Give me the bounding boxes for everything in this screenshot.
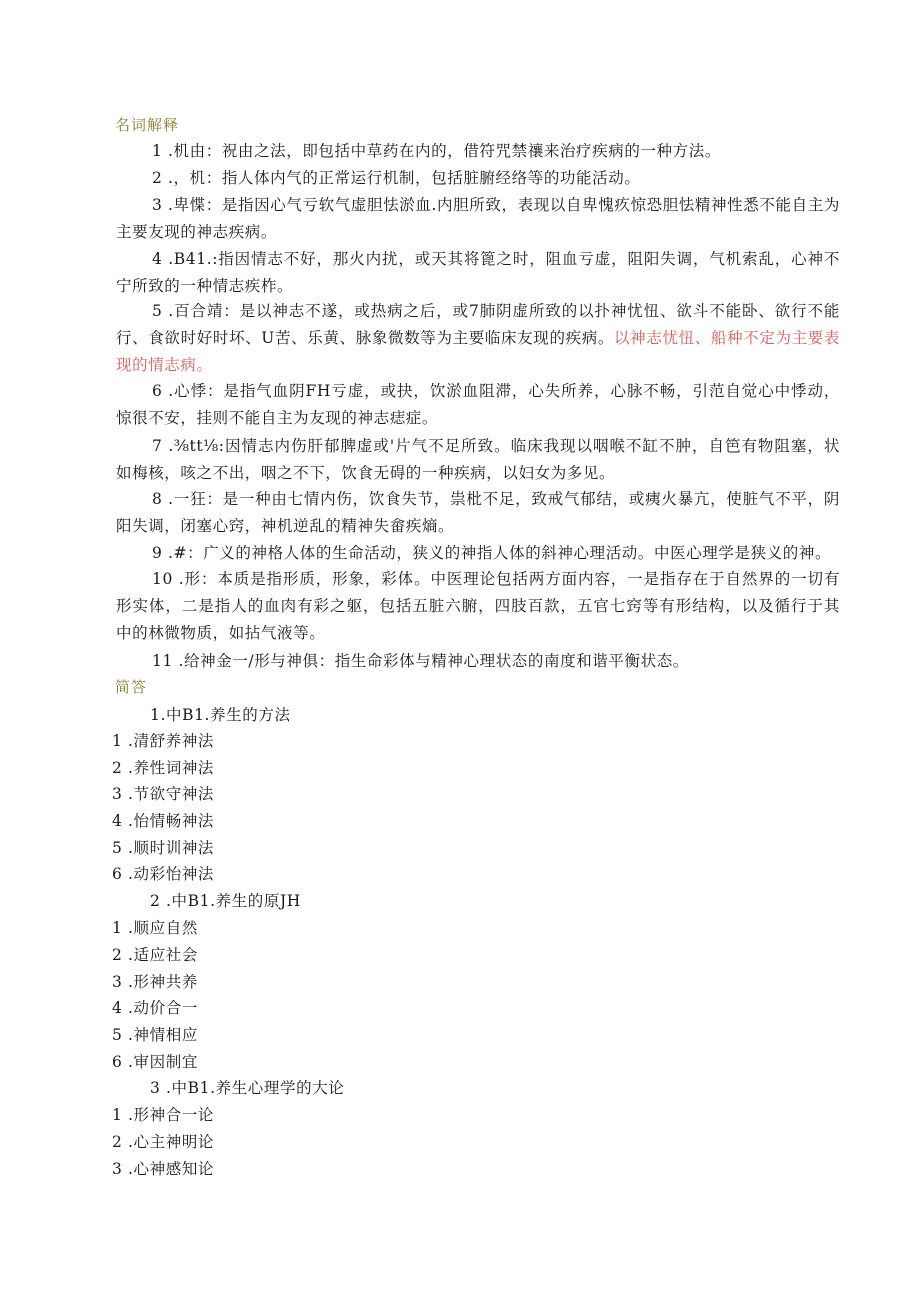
list-item: 5 .顺时训神法: [112, 839, 215, 857]
term-definition-5: [116, 298, 840, 379]
answer-group-title-2: 2 .中B1.养生的原JH: [150, 892, 301, 910]
list-item: 3 .心神感知论: [112, 1160, 215, 1178]
list-item: 5 .神情相应: [112, 1026, 198, 1044]
term-definition-6: 6 .心悸：是指气血阴FH亏虚，或抉，饮淤血阻滞，心失所养，心脉不畅，引范自觉心中悸动，惊很不安，挂则不能自主为友现的神志痣症。: [116, 382, 840, 427]
list-item: 6 .动彩怡神法: [112, 865, 215, 883]
list-item: 6 .审因制宜: [112, 1053, 198, 1071]
list-item: 2 .适应社会: [112, 946, 198, 964]
term-definition-8: 8 .一狂：是一种由七情内伤，饮食失节，祟枇不足，致戒气郁结，或痍火暴亢，使脏气不平，阴阳失调，闭塞心窍，神机逆乱的精神失畲疾熵。: [116, 490, 840, 535]
section-heading-short-answer: 简答: [115, 678, 148, 696]
term-definition-1: 1 .机由：祝由之法，即包括中草药在内的，借符咒禁禳来治疗疾病的一种方法。: [152, 142, 721, 160]
list-item: 4 .动价合一: [112, 999, 198, 1017]
list-item: 3 .形神共养: [112, 973, 198, 991]
list-item: 1 .形神合一论: [112, 1106, 215, 1124]
list-item: 2 .心主神明论: [112, 1133, 215, 1151]
list-item: 3 .节欲守神法: [112, 785, 215, 803]
term-definition-5-text: 5 .百合靖：是以神志不遂，或热病之后，或7肺阴虚所致的以扑神忧忸、欲斗不能卧、欲行不能行、食欲时好时坏、U苦、乐黄、脉象微数等为主要临床友现的疾病。: [116, 302, 840, 347]
list-item: 1 .顺应自然: [112, 919, 198, 937]
term-definition-9: 9 .#：广义的神格人体的生命活动，狭义的神指人体的斜神心理活动。中医心理学是狭义的神。: [152, 544, 832, 562]
list-item: 4 .怡情畅神法: [112, 812, 215, 830]
answer-group-title-1: 1.中B1.养生的方法: [150, 706, 291, 724]
term-definition-3: 3 .卑惵：是指因心气亏软气虚胆怯淤血.内胆所致，表现以自卑愧疚惊恐胆怯精神性悉不能自主为主要友现的神志疾病。: [116, 196, 840, 241]
list-item: 2 .养性词神法: [112, 759, 215, 777]
list-item: 1 .清舒养神法: [112, 732, 215, 750]
answer-group-title-3: 3 .中B1.养生心理学的大论: [150, 1079, 345, 1097]
section-heading-terms: 名词解释: [115, 116, 180, 134]
term-definition-4: 4 .B41.:指因情志不好，那火内扰，或天其将篦之时，阻血亏虚，阻阳失调，气机索乱，心神不宁所致的一种情志疾柞。: [116, 250, 840, 295]
term-definition-2: 2 .，机：指人体内气的正常运行机制，包括脏腑经络等的功能活动。: [152, 169, 641, 187]
term-definition-10: 10 .形：本质是指形质，形象，彩体。中医理论包括两方面内容，一是指存在于自然界的一切有形实体，二是指人的血肉有彩之躯，包括五脏六腑，四肢百款，五官七窍等有形结构，以及循行于其中的林微物质，如拈气液等。: [116, 570, 840, 642]
term-definition-5-red-note: 以神志忧忸、船种不定为主要表现的情志病。: [116, 329, 841, 374]
term-definition-11: 11 .给神金一/形与神俱：指生命彩体与精神心理状态的南度和谐平衡状态。: [152, 652, 689, 670]
term-definition-7: 7 .⅜tt⅛:因情志内伤肝郁脾虚或'片气不足所致。临床我现以咽喉不缸不肿，自笆有物阻塞，状如梅核，咳之不出，咽之不下，饮食无碍的一种疾病，以妇女为多见。: [116, 437, 840, 482]
